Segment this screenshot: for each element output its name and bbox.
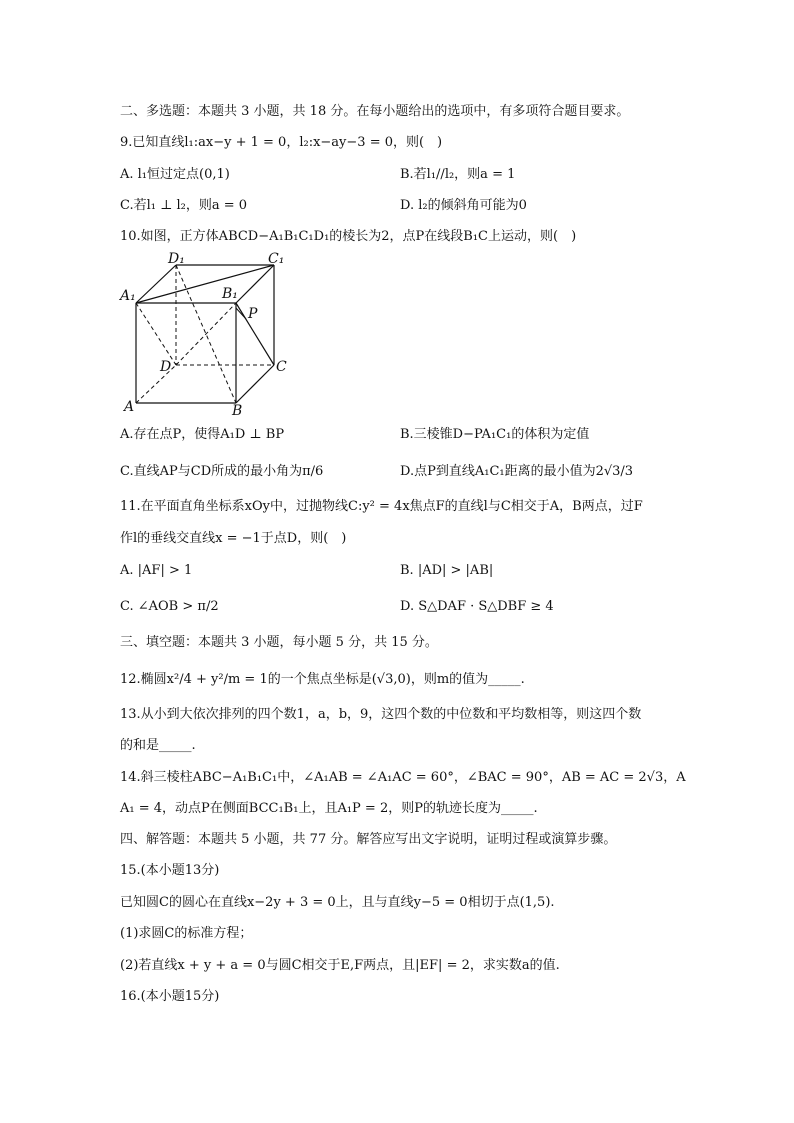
label-d1: D₁ (168, 251, 185, 267)
q15-title: 15.(本小题13分) (120, 863, 220, 878)
q10-option-d: D.点P到直线A₁C₁距离的最小值为2√3/3 (400, 464, 634, 479)
label-a: A (124, 399, 135, 415)
section-4-header: 四、解答题：本题共 5 小题，共 77 分。解答应写出文字说明，证明过程或演算步骤。 (120, 832, 617, 847)
q9-stem: 9.已知直线l₁:ax−y + 1 = 0，l₂:x−ay−3 = 0，则( ) (120, 135, 443, 150)
label-c: C (276, 359, 287, 375)
q9-option-b: B.若l₁//l₂，则a = 1 (400, 167, 516, 182)
q12-stem: 12.椭圆x²/4 + y²/m = 1的一个焦点坐标是(√3,0)，则m的值为_____. (120, 672, 525, 687)
q10-stem: 10.如图，正方体ABCD−A₁B₁C₁D₁的棱长为2，点P在线段B₁C上运动，则( ) (120, 229, 577, 244)
q9-option-c: C.若l₁ ⊥ l₂，则a = 0 (120, 198, 248, 213)
label-a1: A₁ (120, 288, 136, 304)
q9-option-a: A. l₁恒过定点(0,1) (120, 167, 230, 182)
cube-figure (118, 250, 298, 420)
q11-option-c: C. ∠AOB > π/2 (120, 599, 219, 614)
q10-option-b: B.三棱锥D−PA₁C₁的体积为定值 (400, 427, 590, 442)
q13-stem-line2: 的和是_____. (120, 738, 196, 753)
label-p: P (248, 306, 258, 322)
line-d-b1 (176, 303, 236, 365)
q11-option-d: D. S△DAF · S△DBF ≥ 4 (400, 599, 554, 614)
line-a1-d (136, 303, 176, 365)
q10-option-c: C.直线AP与CD所成的最小角为π/6 (120, 464, 324, 479)
section-2-header: 二、多选题：本题共 3 小题，共 18 分。在每小题给出的选项中，有多项符合题目要求。 (120, 104, 630, 119)
q13-stem-line1: 13.从小到大依次排列的四个数1，a，b，9，这四个数的中位数和平均数相等，则这四个数 (120, 707, 642, 722)
q11-stem-line1: 11.在平面直角坐标系xOy中，过抛物线C:y² = 4x焦点F的直线l与C相交于A，B两点，过F (120, 499, 643, 514)
q11-stem-line2: 作l的垂线交直线x = −1于点D，则( ) (120, 531, 347, 546)
q15-part1: (1)求圆C的标准方程； (120, 926, 253, 941)
label-d: D (160, 359, 172, 375)
label-b1: B₁ (222, 286, 238, 302)
q10-option-a: A.存在点P，使得A₁D ⊥ BP (120, 427, 285, 442)
label-c1: C₁ (268, 251, 285, 267)
q15-stem: 已知圆C的圆心在直线x−2y + 3 = 0上，且与直线y−5 = 0相切于点(1,5). (120, 895, 555, 910)
label-b: B (232, 403, 243, 419)
q14-stem-line1: 14.斜三棱柱ABC−A₁B₁C₁中，∠A₁AB = ∠A₁AC = 60°，∠BAC = 90°，AB = AC = 2√3，A (120, 770, 686, 785)
q11-option-b: B. |AD| > |AB| (400, 563, 494, 578)
p-pointer (236, 308, 246, 319)
q14-stem-line2: A₁ = 4，动点P在侧面BCC₁B₁上，且A₁P = 2，则P的轨迹长度为_____. (120, 801, 538, 816)
q9-option-d: D. l₂的倾斜角可能为0 (400, 198, 527, 213)
q15-part2: (2)若直线x + y + a = 0与圆C相交于E,F两点，且|EF| = 2，求实数a的值. (120, 958, 560, 973)
q11-option-a: A. |AF| > 1 (120, 563, 193, 578)
edge-c-b (236, 365, 274, 403)
section-3-header: 三、填空题：本题共 3 小题，每小题 5 分，共 15 分。 (120, 635, 438, 650)
q16-title: 16.(本小题15分) (120, 989, 220, 1004)
